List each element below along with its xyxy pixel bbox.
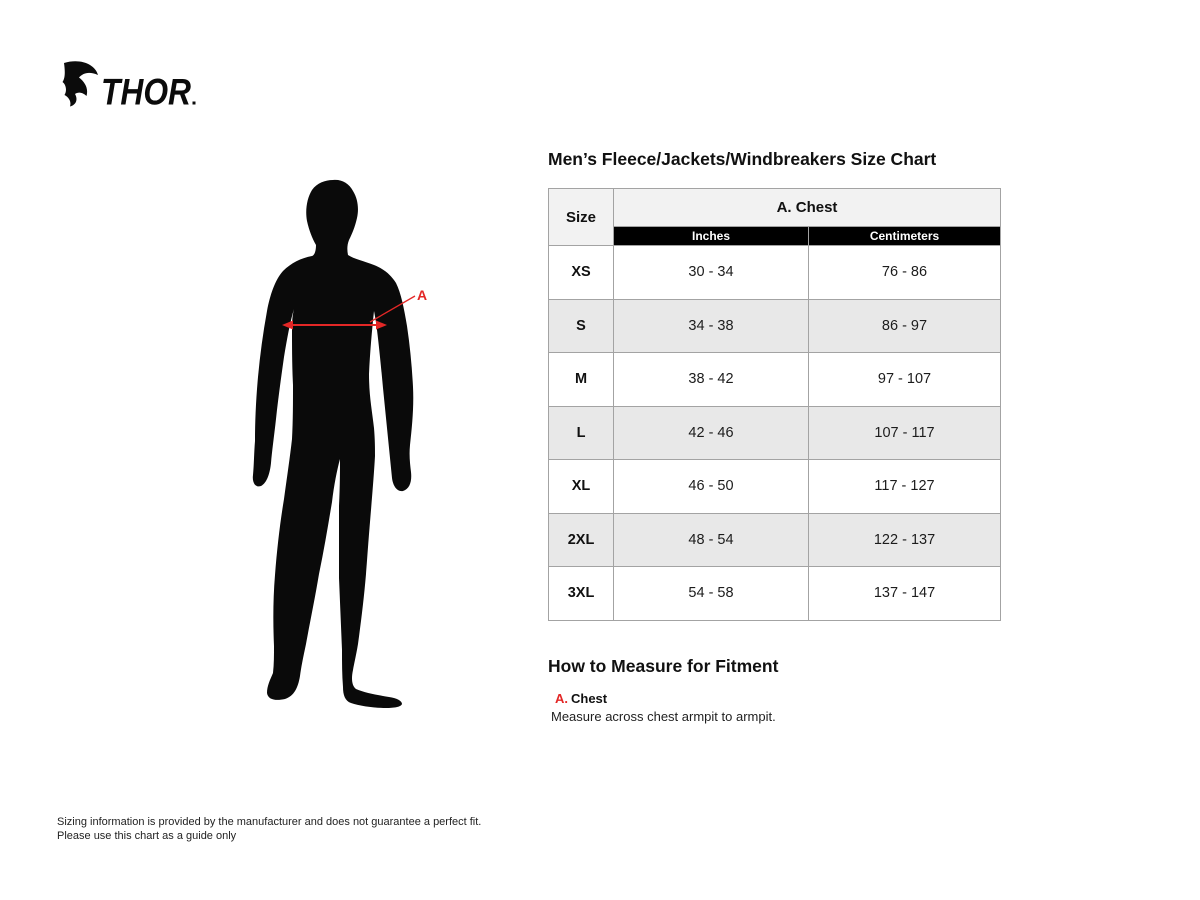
measure-item-name: Chest: [571, 691, 608, 706]
how-to-measure-heading: How to Measure for Fitment: [548, 656, 779, 676]
table-row: [549, 406, 1001, 460]
male-figure-silhouette: [240, 150, 460, 710]
logo-trademark-dot: [193, 102, 196, 105]
size-cell: XL: [549, 460, 614, 514]
inches-cell: 46 - 50: [614, 460, 809, 514]
centimeters-cell: 76 - 86: [809, 246, 1001, 300]
inches-cell: 54 - 58: [614, 567, 809, 621]
size-column-header: Size: [549, 189, 614, 246]
table-row: [549, 246, 1001, 300]
inches-cell: 42 - 46: [614, 406, 809, 460]
measure-item-letter: A.: [555, 691, 568, 706]
centimeters-cell: 117 - 127: [809, 460, 1001, 514]
centimeters-cell: 86 - 97: [809, 299, 1001, 353]
table-row: [549, 299, 1001, 353]
body-silhouette: [253, 180, 413, 708]
chest-column-header: A. Chest: [614, 189, 1001, 227]
size-cell: 2XL: [549, 513, 614, 567]
size-cell: 3XL: [549, 567, 614, 621]
logo-wordmark: THOR: [101, 71, 192, 108]
inches-cell: 34 - 38: [614, 299, 809, 353]
table-row: [549, 567, 1001, 621]
disclaimer-line-1: Sizing information is provided by the manufacturer and does not guarantee a perfect fit.: [57, 816, 482, 828]
size-chart-table: [548, 188, 1001, 621]
disclaimer-line-2: Please use this chart as a guide only: [57, 830, 237, 842]
size-cell: S: [549, 299, 614, 353]
centimeters-cell: 122 - 137: [809, 513, 1001, 567]
disclaimer: [57, 815, 481, 843]
measure-label-a: A: [417, 287, 428, 303]
unit-header-row: [549, 227, 1001, 246]
goat-head-icon: [63, 61, 99, 106]
thor-logo: [57, 60, 197, 108]
centimeters-cell: 97 - 107: [809, 353, 1001, 407]
inches-cell: 30 - 34: [614, 246, 809, 300]
table-header-row: [549, 189, 1001, 227]
table-row: [549, 460, 1001, 514]
page-title: Men’s Fleece/Jackets/Windbreakers Size Chart: [548, 149, 937, 169]
size-cell: L: [549, 406, 614, 460]
table-row: [549, 353, 1001, 407]
table-row: [549, 513, 1001, 567]
inches-cell: 48 - 54: [614, 513, 809, 567]
measure-item-description: Measure across chest armpit to armpit.: [551, 709, 776, 724]
inches-cell: 38 - 42: [614, 353, 809, 407]
measure-item-chest: [555, 691, 607, 706]
size-cell: M: [549, 353, 614, 407]
centimeters-cell: 137 - 147: [809, 567, 1001, 621]
centimeters-cell: 107 - 117: [809, 406, 1001, 460]
centimeters-header: Centimeters: [809, 227, 1001, 246]
size-cell: XS: [549, 246, 614, 300]
inches-header: Inches: [614, 227, 809, 246]
